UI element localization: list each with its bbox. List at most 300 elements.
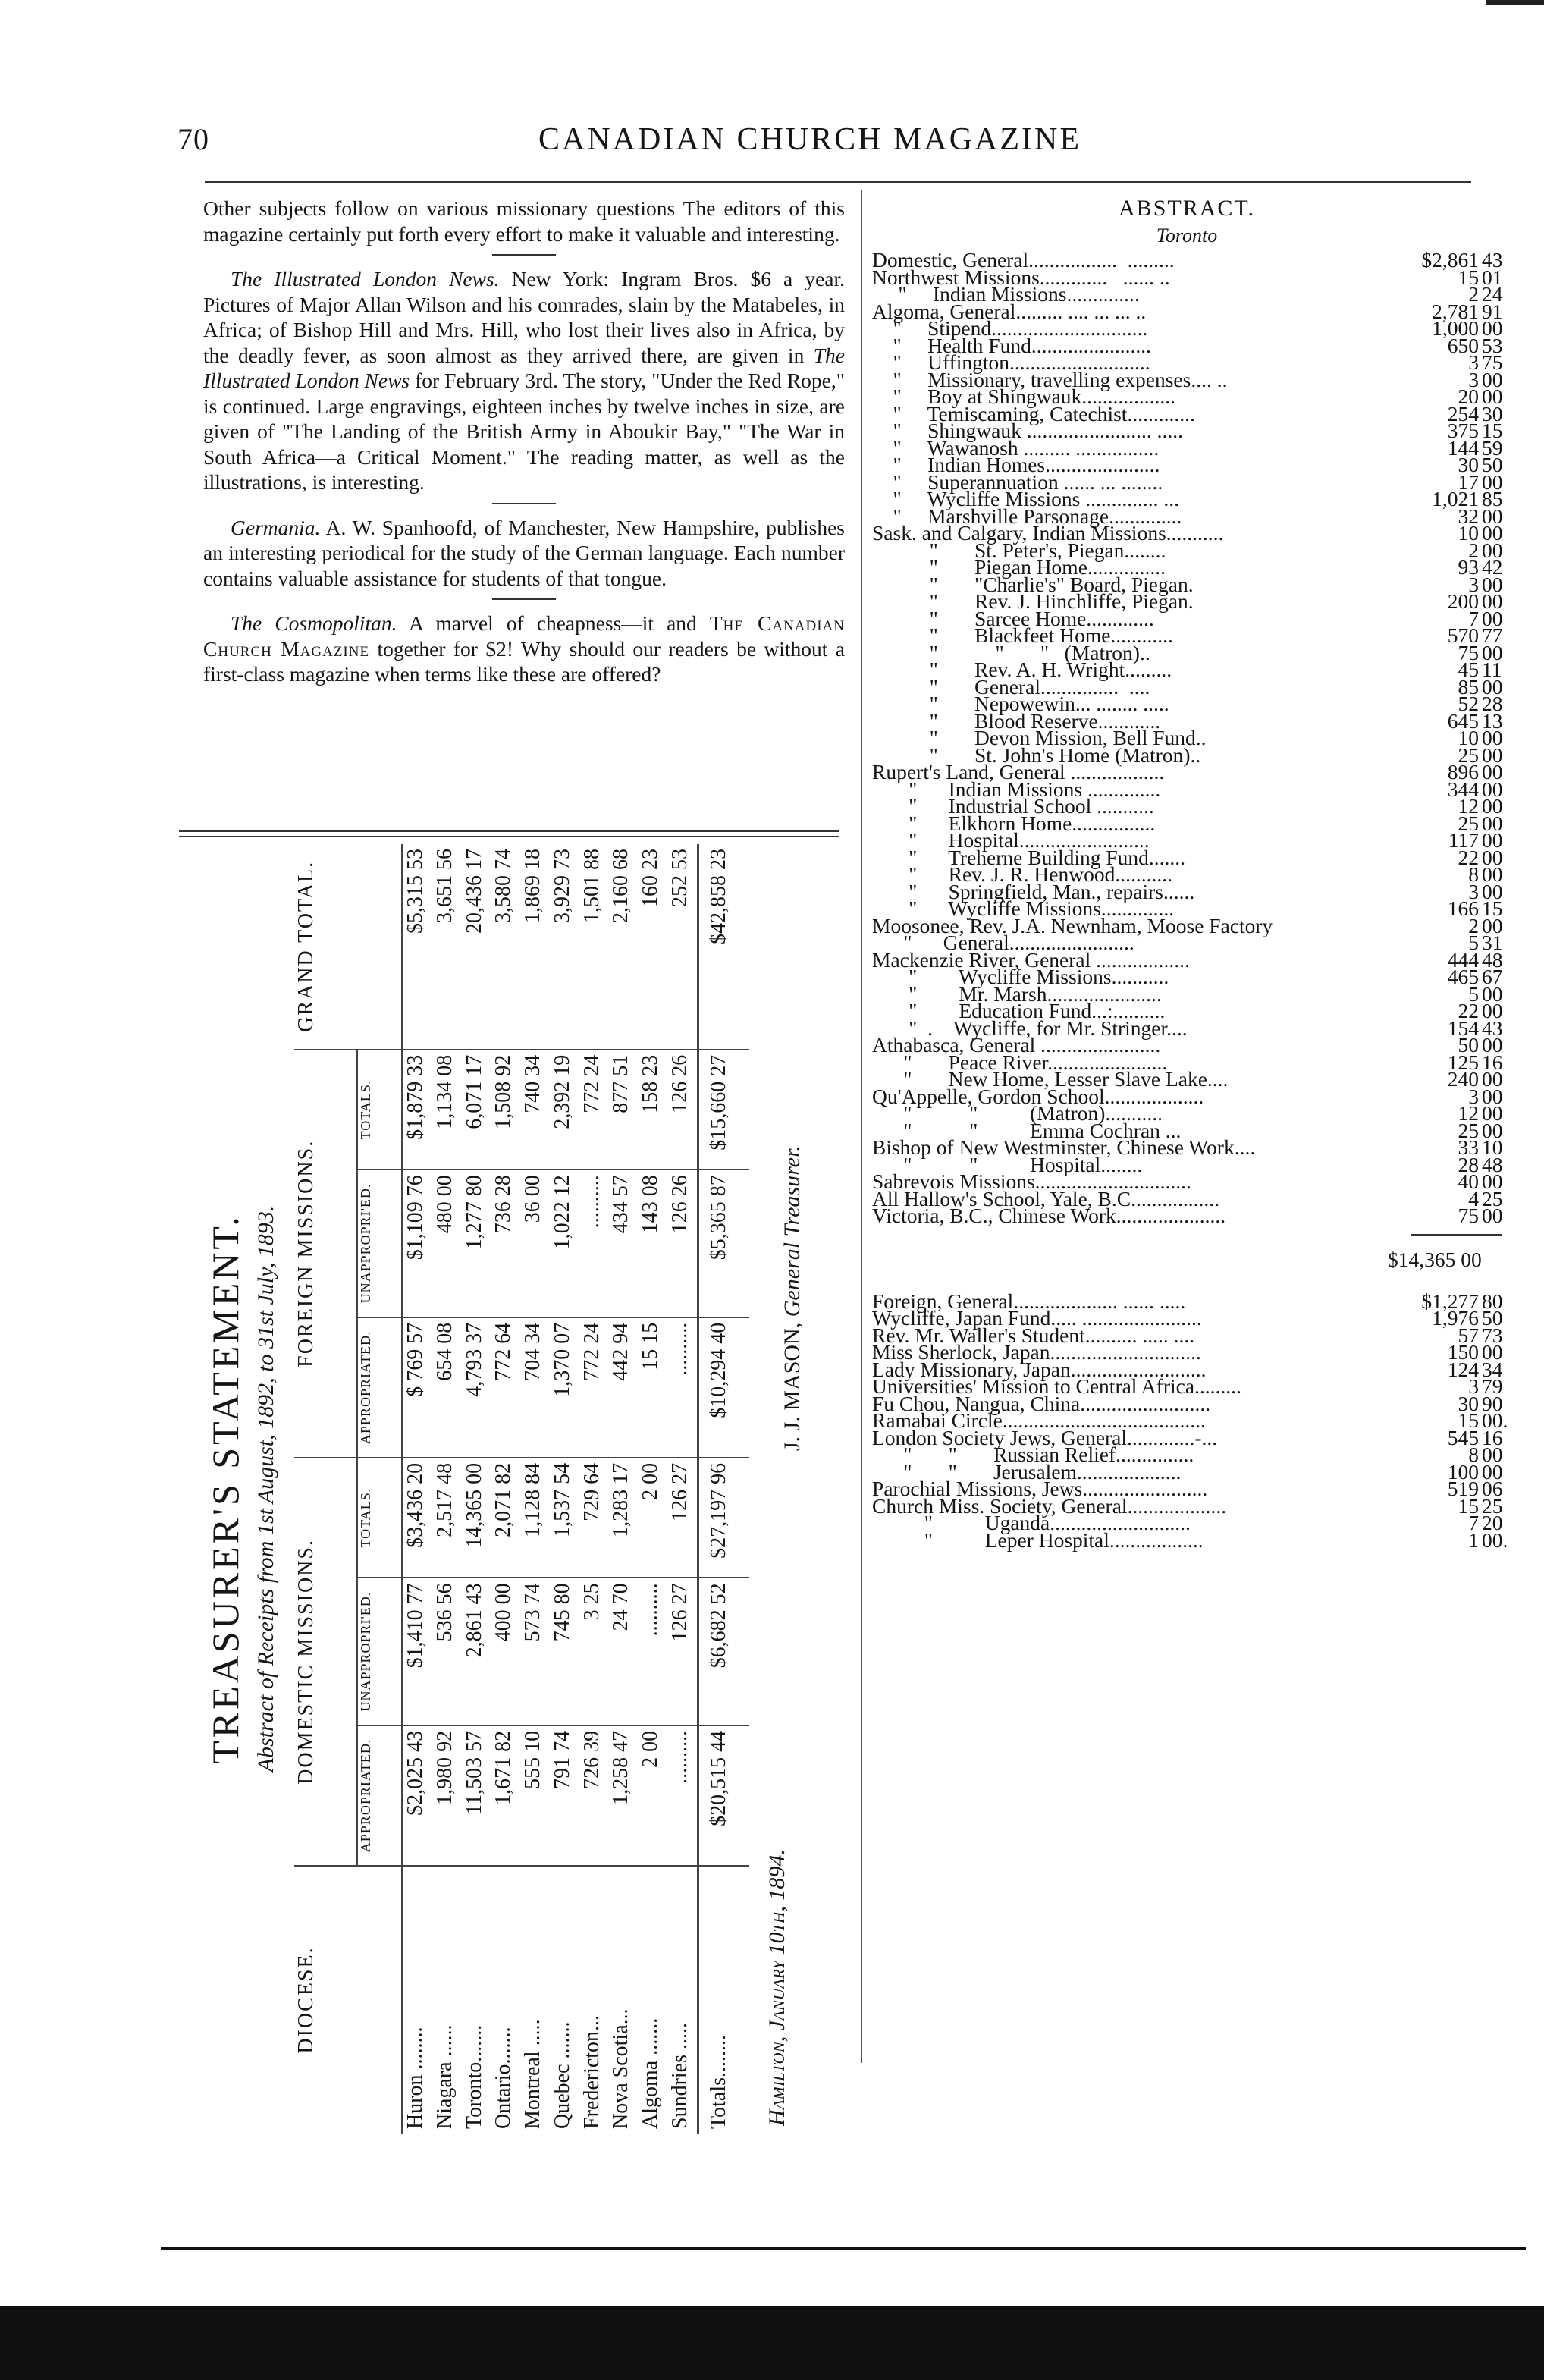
- item-label: " Industrial School ...........: [872, 794, 1154, 818]
- amount-cell: 1,258 47: [608, 1725, 638, 1866]
- diocese-name: Algoma .......: [639, 2017, 663, 2129]
- amount-cents: 00: [1482, 606, 1503, 630]
- abstract-list-toronto: [872, 248, 1503, 1227]
- amount-cents: 50: [1482, 453, 1503, 476]
- total-d-app: $20,515 44: [698, 1725, 749, 1866]
- abstract-item: [872, 1204, 1503, 1227]
- amount-cell: 1,671 82: [491, 1725, 520, 1866]
- amount-cell: 2,071 82: [491, 1458, 520, 1578]
- pub-body: A marvel of cheapness—it and: [397, 611, 710, 635]
- item-label: " Uganda...........................: [872, 1511, 1191, 1534]
- amount-dollars: $1,277: [1421, 1289, 1479, 1313]
- amount-dollars: 645: [1447, 708, 1479, 733]
- amount-dollars: 519: [1447, 1477, 1479, 1500]
- item-label: " Mr. Marsh......................: [872, 981, 1162, 1006]
- pub-body: New York: Ingram Bros. $6 a year. Pictures of Major Allan Wilson and his comrades, slain by the Matabeles, in Africa; of Bishop Hill and Mrs. Hill, who lost their lives also in Africa, by the deadly fever, as soon almost as they arrived there, are given in: [203, 267, 845, 367]
- amount-cents: 00: [1482, 1084, 1503, 1108]
- item-label: " Peace River.......................: [872, 1050, 1168, 1074]
- amount-cell: 1,128 84: [520, 1458, 550, 1578]
- amount-cell: 1,537 54: [550, 1458, 579, 1578]
- header-foreign: FOREIGN MISSIONS.: [294, 1050, 357, 1458]
- amount-cents: 31: [1482, 931, 1503, 954]
- amount-cents: 00: [1482, 1170, 1503, 1193]
- total-f-unapp: $5,365 87: [698, 1170, 749, 1317]
- item-label: " Education Fund...:..........: [872, 999, 1166, 1022]
- amount-cell: ..........: [638, 1578, 667, 1725]
- amount-cell: 555 10: [520, 1725, 550, 1866]
- abstract-column: [872, 196, 1508, 1552]
- item-label: Athabasca, General .......................: [872, 1033, 1161, 1057]
- amount-cell: 126 26: [667, 1170, 698, 1317]
- scan-edge-band: [0, 2306, 1544, 2380]
- item-label: Church Miss. Society, General...................: [872, 1493, 1227, 1518]
- amount-cell: 434 57: [608, 1170, 638, 1317]
- diocese-name: Sundries .....: [667, 2023, 692, 2129]
- amount-dollars: 3: [1468, 572, 1479, 596]
- item-label: " Devon Mission, Bell Fund..: [872, 726, 1207, 749]
- item-label: Northwest Missions............. ...... ..: [872, 265, 1170, 289]
- amount-cents: 80: [1482, 1289, 1503, 1313]
- amount-cents: 06: [1482, 1477, 1503, 1500]
- amount-cell: 160 23: [638, 844, 667, 1050]
- item-label: " Temiscaming, Catechist.............: [872, 401, 1195, 425]
- item-label: " " Jerusalem....................: [872, 1459, 1182, 1484]
- item-label: " Marshville Parsonage..............: [872, 504, 1182, 528]
- item-label: " Shingwauk ........................ .....: [872, 419, 1183, 442]
- item-label: " General........................: [872, 931, 1134, 954]
- amount-dollars: 144: [1447, 435, 1479, 460]
- paragraph-illustrated-london-news: [203, 266, 845, 495]
- item-label: " Treherne Building Fund.......: [872, 845, 1186, 869]
- amount-dollars: $2,861: [1421, 248, 1479, 272]
- table-row: [462, 844, 491, 2134]
- amount-dollars: 25: [1458, 1118, 1479, 1142]
- table-header-row: [294, 844, 357, 2134]
- amount-cell: 745 80: [550, 1578, 579, 1725]
- item-amount: [1418, 1528, 1508, 1552]
- item-label: Mackenzie River, General ..................: [872, 947, 1190, 972]
- amount-dollars: 3: [1468, 1374, 1479, 1398]
- table-row: [432, 844, 462, 2134]
- amount-cell: 772 64: [491, 1317, 520, 1458]
- subtotal-rule-wrap: [872, 1225, 1502, 1245]
- amount-dollars: 4: [1468, 1186, 1479, 1210]
- amount-dollars: 28: [1458, 1152, 1479, 1176]
- pub-body-cont: for February 3rd. The story, "Under the Red Rope," is continued. Large engravings, eighteen inches by twelve inches in size, are given of "The Landing of the British Army in Aboukir Bay," "The War in South Africa—a Critical Moment." The reading matter, as well as the illustrations, is interesting.: [203, 369, 845, 494]
- amount-cents: 00: [1482, 845, 1503, 869]
- header-domestic: DOMESTIC MISSIONS.: [294, 1458, 357, 1866]
- magazine-name: The Canadian Church Magazine: [203, 611, 845, 661]
- item-label: " Sarcee Home.............: [872, 606, 1154, 630]
- amount-dollars: 15: [1458, 1408, 1479, 1432]
- page-header: [177, 121, 1544, 167]
- amount-cell: 726 39: [579, 1725, 609, 1866]
- amount-cell: 15 15: [638, 1317, 667, 1458]
- item-label: " " (Matron)...........: [872, 1101, 1163, 1125]
- bottom-rule: [161, 2247, 1526, 2250]
- amount-cents: 00: [1482, 999, 1503, 1022]
- amount-dollars: 30: [1458, 1391, 1479, 1415]
- amount-dollars: 12: [1458, 1101, 1479, 1125]
- item-label: " General............... ....: [872, 674, 1150, 699]
- separator: [492, 598, 556, 600]
- signature: [780, 1145, 805, 1451]
- amount-dollars: 650: [1447, 333, 1479, 357]
- item-label: Rupert's Land, General ..................: [872, 760, 1165, 783]
- amount-cell: 772 24: [579, 1317, 609, 1458]
- amount-dollars: 17: [1458, 469, 1479, 494]
- table-row: [579, 844, 609, 2134]
- abstract-subtitle: Toronto: [1156, 224, 1218, 246]
- amount-dollars: 166: [1447, 896, 1479, 920]
- item-amount: [1418, 1204, 1503, 1227]
- amount-cell: 3 25: [579, 1578, 609, 1725]
- amount-dollars: 12: [1458, 794, 1479, 818]
- amount-cell: 2,861 43: [462, 1578, 491, 1725]
- amount-cell: ..........: [579, 1170, 609, 1317]
- table-rule-top: [179, 830, 839, 832]
- amount-dollars: 465: [1447, 965, 1479, 988]
- amount-cents: 16: [1482, 1425, 1503, 1449]
- subtotal-dollars: $14,365: [1388, 1247, 1456, 1271]
- table-row: [608, 844, 638, 2134]
- diocese-name: Nova Scotia...: [609, 2008, 633, 2129]
- amount-cents: 00: [1482, 726, 1503, 749]
- amount-cell: 126 27: [667, 1578, 698, 1725]
- amount-dollars: 125: [1447, 1050, 1479, 1074]
- statement-body: [402, 844, 698, 2134]
- amount-cell: ..........: [667, 1317, 698, 1458]
- table-row: [638, 844, 667, 2134]
- amount-dollars: 1,000: [1432, 316, 1479, 340]
- amount-cell: 729 64: [579, 1458, 609, 1578]
- amount-cents: 01: [1482, 265, 1503, 289]
- amount-dollars: 57: [1458, 1323, 1479, 1347]
- table-row: [402, 844, 432, 2134]
- amount-cents: 79: [1482, 1374, 1503, 1398]
- item-label: " Wycliffe Missions .............. ...: [872, 487, 1180, 510]
- amount-cell: 3,929 73: [550, 844, 579, 1050]
- abstract-subtotal: [872, 1245, 1502, 1275]
- amount-cents: 77: [1482, 623, 1503, 647]
- amount-cents: 00: [1482, 1101, 1503, 1125]
- amount-dollars: 344: [1447, 777, 1479, 801]
- diocese-name: Huron ........: [403, 2027, 428, 2129]
- header-f-appropriated: APPROPRIATED.: [357, 1317, 402, 1458]
- amount-cell: 1,508 92: [491, 1050, 520, 1170]
- amount-dollars: 570: [1447, 623, 1479, 647]
- table-row: [520, 844, 550, 2134]
- amount-cell: 736 28: [491, 1170, 520, 1317]
- item-label: Miss Sherlock, Japan.............................: [872, 1340, 1201, 1364]
- amount-cell: 24 70: [608, 1578, 638, 1725]
- amount-cell: 2,517 48: [432, 1458, 462, 1578]
- pub-title: The Illustrated London News.: [231, 267, 500, 290]
- amount-cents: 00: [1482, 367, 1503, 391]
- amount-cell: 11,503 57: [462, 1725, 491, 1866]
- amount-cents: 48: [1482, 947, 1503, 972]
- amount-dollars: 5: [1468, 981, 1479, 1006]
- amount-dollars: 3: [1468, 367, 1479, 391]
- amount-cents: 85: [1482, 487, 1503, 510]
- item-label: Ramabai Circle.......................................: [872, 1408, 1206, 1432]
- amount-cents: 42: [1482, 555, 1503, 579]
- amount-cents: 00: [1482, 794, 1503, 818]
- amount-cents: 75: [1482, 350, 1503, 374]
- amount-cents: 20: [1482, 1511, 1503, 1534]
- amount-cell: $5,315 53: [402, 844, 432, 1050]
- item-label: Lady Missionary, Japan..........................: [872, 1357, 1207, 1381]
- pub-title: The Cosmopolitan.: [231, 611, 397, 635]
- amount-cell: 4,793 37: [462, 1317, 491, 1458]
- item-label: " Rev. J. Hinchliffe, Piegan.: [872, 589, 1194, 613]
- amount-cents: 00.: [1482, 1408, 1508, 1432]
- amount-cents: 00: [1482, 385, 1503, 408]
- amount-cell: 1,277 80: [462, 1170, 491, 1317]
- treasurers-statement: [203, 844, 840, 2134]
- item-label: " Indian Homes......................: [872, 453, 1160, 476]
- amount-dollars: 8: [1468, 1443, 1479, 1466]
- total-f-app: $10,294 40: [698, 1317, 749, 1458]
- amount-cents: 11: [1482, 658, 1502, 681]
- place-date: Hamilton, January 10th, 1894.: [764, 1849, 789, 2126]
- amount-cell: 877 51: [608, 1050, 638, 1170]
- amount-cents: 16: [1482, 1050, 1503, 1074]
- amount-cell: 2 00: [638, 1725, 667, 1866]
- item-label: Universities' Mission to Central Africa.........: [872, 1374, 1241, 1398]
- amount-cell: 20,436 17: [462, 844, 491, 1050]
- total-d-tot: $27,197 96: [698, 1458, 749, 1578]
- header-f-totals: TOTALS.: [357, 1050, 402, 1170]
- amount-cents: 00: [1482, 879, 1503, 903]
- paragraph-intro: Other subjects follow on various missionary questions The editors of this magazine certainly put forth every effort to make it valuable and interesting.: [203, 196, 845, 246]
- amount-cell: ..........: [667, 1725, 698, 1866]
- amount-cents: 00: [1482, 1067, 1503, 1091]
- amount-dollars: 15: [1458, 265, 1479, 289]
- amount-dollars: 30: [1458, 453, 1479, 476]
- item-label: Victoria, B.C., Chinese Work.....................: [872, 1204, 1226, 1227]
- amount-cell: 1,283 17: [608, 1458, 638, 1578]
- item-label: Algoma, General......... .... ... ... ..: [872, 299, 1147, 323]
- amount-dollars: 154: [1447, 1016, 1479, 1040]
- abstract-item: [872, 1528, 1508, 1552]
- amount-cell: 573 74: [520, 1578, 550, 1725]
- paragraph-cosmopolitan: [203, 611, 845, 687]
- diocese-name: Toronto.......: [462, 2024, 486, 2129]
- amount-cents: 28: [1482, 692, 1503, 715]
- amount-dollars: 100: [1447, 1459, 1479, 1484]
- amount-dollars: 52: [1458, 692, 1479, 715]
- amount-cents: 43: [1482, 248, 1503, 272]
- diocese-name: Niagara ......: [432, 2024, 457, 2129]
- statement-table: [294, 844, 749, 2134]
- amount-dollars: 20: [1458, 385, 1479, 408]
- table-row: [550, 844, 579, 2134]
- item-label: " Wawanosh ......... ................: [872, 435, 1160, 460]
- signature-title: General Treasurer.: [780, 1145, 805, 1317]
- item-label: Rev. Mr. Waller's Student.......... ..... ....: [872, 1323, 1195, 1347]
- amount-cell: 772 24: [579, 1050, 609, 1170]
- item-label: " Missionary, travelling expenses.... ..: [872, 367, 1228, 391]
- item-label: " Boy at Shingwauk..................: [872, 385, 1176, 408]
- amount-cents: 50: [1482, 1306, 1503, 1330]
- amount-dollars: 2: [1468, 538, 1479, 562]
- amount-cents: 24: [1482, 282, 1503, 306]
- amount-cell: 704 34: [520, 1317, 550, 1458]
- amount-cents: 00: [1482, 572, 1503, 596]
- amount-dollars: 254: [1447, 401, 1479, 425]
- amount-cell: 1,980 92: [432, 1725, 462, 1866]
- amount-dollars: 7: [1468, 1511, 1479, 1534]
- item-label: " Blackfeet Home............: [872, 623, 1173, 647]
- amount-dollars: 7: [1468, 606, 1479, 630]
- amount-dollars: 50: [1458, 1033, 1479, 1057]
- amount-cents: 25: [1482, 1493, 1503, 1518]
- amount-cell: $ 769 57: [402, 1317, 432, 1458]
- item-label: " Indian Missions..............: [872, 282, 1140, 306]
- signature-name: J. J. MASON,: [780, 1322, 805, 1451]
- item-label: Sabrevois Missions..............................: [872, 1170, 1191, 1193]
- amount-dollars: 75: [1458, 1204, 1479, 1227]
- amount-cell: 1,869 18: [520, 844, 550, 1050]
- pub-body-cont: together for $2! Why should our readers be without a first-class magazine when terms like these are offered?: [203, 636, 846, 686]
- amount-cents: 00.: [1482, 1528, 1508, 1552]
- amount-dollars: 33: [1458, 1135, 1479, 1159]
- amount-cents: 30: [1482, 401, 1503, 425]
- abstract-list-foreign: [872, 1289, 1508, 1552]
- amount-dollars: 896: [1447, 760, 1479, 783]
- amount-cell: 536 56: [432, 1578, 462, 1725]
- amount-dollars: 22: [1458, 999, 1479, 1022]
- running-head: CANADIAN CHURCH MAGAZINE: [538, 122, 1081, 157]
- table-row: [667, 844, 698, 2134]
- amount-dollars: 545: [1447, 1425, 1479, 1449]
- table-rule-top-thin: [179, 836, 839, 837]
- item-label: Fu Chou, Nangua, China.........................: [872, 1391, 1211, 1415]
- amount-dollars: 75: [1458, 640, 1479, 664]
- amount-cents: 00: [1482, 862, 1503, 886]
- amount-cell: 400 00: [491, 1578, 520, 1725]
- item-label: " Indian Missions ..............: [872, 777, 1161, 801]
- amount-cents: 90: [1482, 1391, 1503, 1415]
- amount-dollars: 32: [1458, 504, 1479, 528]
- amount-cents: 13: [1482, 708, 1503, 733]
- amount-cell: 126 26: [667, 1050, 698, 1170]
- header-grand-total: GRAND TOTAL.: [294, 844, 402, 1050]
- diocese-name: Quebec .......: [550, 2021, 574, 2129]
- diocese-name: Montreal .....: [521, 2019, 545, 2129]
- amount-dollars: 40: [1458, 1170, 1479, 1193]
- amount-cents: 00: [1482, 589, 1503, 613]
- amount-dollars: 85: [1458, 674, 1479, 699]
- item-label: " Elkhorn Home................: [872, 811, 1156, 835]
- amount-cell: 6,071 17: [462, 1050, 491, 1170]
- amount-cell: 442 94: [608, 1317, 638, 1458]
- total-f-tot: $15,660 27: [698, 1050, 749, 1170]
- amount-cents: 73: [1482, 1323, 1503, 1347]
- amount-cell: 654 08: [432, 1317, 462, 1458]
- amount-dollars: 2: [1468, 913, 1479, 937]
- item-label: Domestic, General................. .........: [872, 248, 1175, 272]
- item-label: All Hallow's School, Yale, B.C.................: [872, 1186, 1219, 1210]
- amount-cell: 2 00: [638, 1458, 667, 1578]
- table-row: [491, 844, 520, 2134]
- header-d-unappropriated: UNAPPROPRI'ED.: [357, 1578, 402, 1725]
- amount-cell: 480 00: [432, 1170, 462, 1317]
- amount-dollars: 25: [1458, 743, 1479, 767]
- subtotal-rule: [1411, 1234, 1502, 1236]
- amount-cents: 67: [1482, 965, 1503, 988]
- amount-cell: 36 00: [520, 1170, 550, 1317]
- amount-dollars: 3: [1468, 1084, 1479, 1108]
- statement-title: TREASURER'S STATEMENT.: [204, 1214, 246, 1764]
- amount-dollars: 3: [1468, 350, 1479, 374]
- amount-cents: 59: [1482, 435, 1503, 460]
- amount-cents: 00: [1482, 1459, 1503, 1484]
- amount-cell: $1,109 76: [402, 1170, 432, 1317]
- item-label: " Superannuation ...... ... ........: [872, 469, 1163, 494]
- total-d-unapp: $6,682 52: [698, 1578, 749, 1725]
- item-label: " Leper Hospital..................: [872, 1528, 1204, 1552]
- amount-cents: 15: [1482, 419, 1503, 442]
- item-label: " " Emma Cochran ...: [872, 1118, 1182, 1142]
- item-label: Parochial Missions, Jews........................: [872, 1477, 1208, 1500]
- amount-dollars: 2,781: [1432, 299, 1479, 323]
- item-label: " "Charlie's" Board, Piegan.: [872, 572, 1194, 596]
- pub-title: Germania.: [231, 515, 321, 539]
- pub-body: A. W. Spanhoofd, of Manchester, New Hampshire, publishes an interesting periodical for the study of the German language. Each number contains valuable assistance for students of that tongue.: [203, 515, 845, 590]
- item-label: " Piegan Home...............: [872, 555, 1166, 579]
- item-label: " Springfield, Man., repairs......: [872, 879, 1195, 903]
- totals-label: Totals........: [698, 1866, 749, 2134]
- amount-cell: 126 27: [667, 1458, 698, 1578]
- column-rule: [861, 190, 862, 2063]
- amount-dollars: 1,976: [1432, 1306, 1479, 1330]
- separator: [492, 503, 556, 504]
- amount-dollars: 22: [1458, 845, 1479, 869]
- top-edge-mark: [1486, 0, 1544, 5]
- amount-cell: 158 23: [638, 1050, 667, 1170]
- amount-cents: 00: [1482, 981, 1503, 1006]
- amount-dollars: 150: [1447, 1340, 1479, 1364]
- amount-cents: 25: [1482, 1186, 1503, 1210]
- amount-cell: $1,410 77: [402, 1578, 432, 1725]
- amount-dollars: 200: [1447, 589, 1479, 613]
- amount-dollars: 15: [1458, 1493, 1479, 1518]
- item-label: Wycliffe, Japan Fund..... .......................: [872, 1306, 1202, 1330]
- abstract-title: ABSTRACT.: [1119, 196, 1255, 221]
- totals-row: [698, 844, 749, 2134]
- pub-title-inline: The Illustrated London News: [203, 343, 845, 392]
- amount-cents: 00: [1482, 1033, 1503, 1057]
- amount-cents: 00: [1482, 1443, 1503, 1466]
- amount-dollars: 25: [1458, 811, 1479, 835]
- item-label: London Society Jews, General.............-...: [872, 1425, 1218, 1449]
- header-f-unappropriated: UNAPPROPRI'ED.: [357, 1170, 402, 1317]
- item-label: " Hospital.........................: [872, 828, 1150, 852]
- separator: [492, 254, 556, 256]
- amount-dollars: 444: [1447, 947, 1479, 972]
- amount-cents: 00: [1482, 640, 1503, 664]
- total-grand: $42,858 23: [698, 844, 749, 1050]
- item-label: " Wycliffe Missions...........: [872, 965, 1169, 988]
- amount-dollars: 240: [1447, 1067, 1479, 1091]
- amount-cell: 2,392 19: [550, 1050, 579, 1170]
- item-label: " New Home, Lesser Slave Lake....: [872, 1067, 1229, 1091]
- page-number: 70: [177, 122, 209, 156]
- left-column: [203, 196, 845, 695]
- amount-cell: 3,580 74: [491, 844, 520, 1050]
